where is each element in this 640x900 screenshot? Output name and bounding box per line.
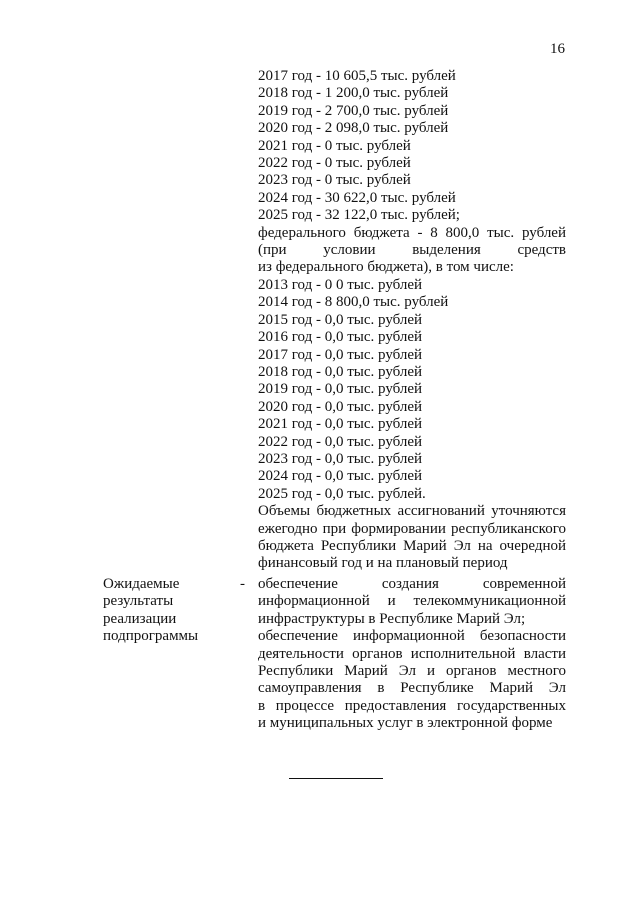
volumes-note-line: бюджета Республики Марий Эл на очередной [258, 537, 566, 554]
federal-year-line: 2022 год - 0,0 тыс. рублей [258, 433, 423, 450]
label-line: подпрограммы [103, 628, 199, 645]
results-line: деятельности органов исполнительной власти [258, 645, 566, 662]
volumes-note-line: Объемы бюджетных ассигнований уточняются [258, 503, 566, 520]
results-line: Республики Марий Эл и органов местного [258, 663, 566, 680]
federal-intro-line: из федерального бюджета), в том числе: [258, 259, 514, 276]
results-line: и муниципальных услуг в электронной форме [258, 715, 553, 732]
volumes-note-line: ежегодно при формировании республиканского [258, 520, 566, 537]
federal-year-line: 2014 год - 8 800,0 тыс. рублей [258, 294, 449, 311]
federal-intro-line: (при условии выделения средств [258, 242, 566, 259]
results-line: самоуправления в Республике Марий Эл [258, 680, 566, 697]
label-line: реализации [103, 610, 177, 627]
expected-results-label [103, 576, 223, 646]
page-number: 16 [550, 41, 565, 57]
federal-year-line: 2020 год - 0,0 тыс. рублей [258, 398, 423, 415]
federal-year-line: 2021 год - 0,0 тыс. рублей [258, 416, 423, 433]
label-dash: - [240, 576, 245, 592]
federal-intro-line: федерального бюджета - 8 800,0 тыс. рублей [258, 224, 566, 241]
federal-year-line: 2013 год - 0 0 тыс. рублей [258, 276, 423, 293]
federal-year-line: 2024 год - 0,0 тыс. рублей [258, 468, 423, 485]
federal-year-line: 2019 год - 0,0 тыс. рублей [258, 381, 423, 398]
expected-results-text [258, 576, 566, 733]
federal-year-line: 2017 год - 0,0 тыс. рублей [258, 346, 423, 363]
end-separator-line [289, 778, 383, 779]
republic-year-line: 2021 год - 0 тыс. рублей [258, 137, 411, 154]
federal-year-line: 2015 год - 0,0 тыс. рублей [258, 311, 423, 328]
federal-year-line: 2018 год - 0,0 тыс. рублей [258, 363, 423, 380]
republic-year-line: 2017 год - 10 605,5 тыс. рублей [258, 68, 456, 84]
republic-year-line: 2024 год - 30 622,0 тыс. рублей [258, 189, 456, 206]
label-line: результаты [103, 593, 174, 610]
results-line: информационной и телекоммуникационной [258, 593, 566, 610]
volumes-note-line: финансовый год и на плановый период [258, 555, 508, 572]
republic-year-line: 2018 год - 1 200,0 тыс. рублей [258, 85, 449, 102]
federal-year-line: 2023 год - 0,0 тыс. рублей [258, 450, 423, 467]
federal-year-line: 2016 год - 0,0 тыс. рублей [258, 329, 423, 346]
results-line: обеспечение информационной безопасности [258, 628, 566, 645]
republic-year-line: 2023 год - 0 тыс. рублей [258, 172, 411, 189]
results-line: в процессе предоставления государственных [258, 697, 566, 714]
results-line: обеспечение создания современной [258, 576, 566, 592]
republic-year-line: 2022 год - 0 тыс. рублей [258, 155, 411, 172]
results-line: инфраструктуры в Республике Марий Эл; [258, 610, 526, 627]
federal-year-line: 2025 год - 0,0 тыс. рублей. [258, 485, 426, 502]
funding-column [258, 68, 566, 573]
republic-year-line: 2019 год - 2 700,0 тыс. рублей [258, 102, 449, 119]
republic-year-line: 2025 год - 32 122,0 тыс. рублей; [258, 207, 460, 224]
republic-year-line: 2020 год - 2 098,0 тыс. рублей [258, 120, 449, 137]
label-line: Ожидаемые [103, 576, 180, 592]
